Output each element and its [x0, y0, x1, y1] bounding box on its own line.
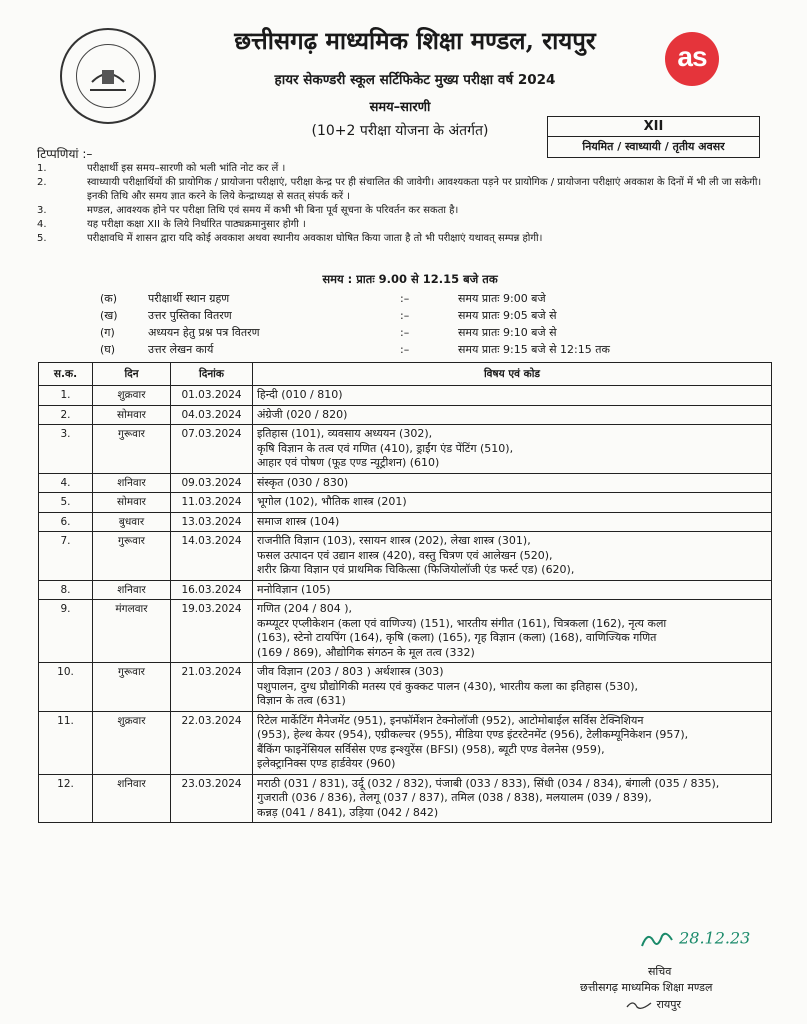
- note-text: स्वाध्यायी परीक्षार्थियों की प्रायोगिक / प्रायोजना परीक्षाएं, परीक्षा केन्द्र पर ही संचालित की जावेगी। आवश्यकता पड़ने पर प्रायोगिक / प्रायोजना परीक्षाएं अवकाश के दिनों में भी ली जा सकेगी। इनकी तिथि और समय ज्ञात करने के लिये केन्द्राध्यक्ष से सतत् संपर्क करें ।: [87, 177, 762, 202]
- cell-date: 09.03.2024: [171, 473, 253, 493]
- cell-date: 23.03.2024: [171, 774, 253, 823]
- table-row: [39, 405, 772, 425]
- cell-date: 07.03.2024: [171, 425, 253, 474]
- cell-subjects: [253, 493, 772, 513]
- procedure-step: [100, 290, 700, 307]
- step-key: (ग): [100, 326, 115, 339]
- cell-serial: 6.: [39, 512, 93, 532]
- step-time: समय प्रातः 9:05 बजे से: [458, 309, 557, 322]
- cell-date: 19.03.2024: [171, 600, 253, 663]
- cell-day: गुरूवार: [93, 532, 171, 581]
- cell-day: शनिवार: [93, 580, 171, 600]
- handwritten-signature: [640, 928, 750, 950]
- cell-subjects: [253, 425, 772, 474]
- subject-line: मनोविज्ञान (105): [257, 582, 331, 596]
- cell-subjects: [253, 580, 772, 600]
- cell-day: सोमवार: [93, 493, 171, 513]
- subject-line: बैंकिंग फाइनेंसियल सर्विसेस एण्ड इन्श्युरेंस (BFSI) (958), ब्यूटी एण्ड वेलनेस (959),: [257, 742, 605, 756]
- board-name: छत्तीसगढ़ माध्यमिक शिक्षा मण्डल, रायपुर: [234, 26, 596, 55]
- board-seal-emblem: [60, 28, 156, 124]
- cell-serial: 4.: [39, 473, 93, 493]
- cell-serial: 9.: [39, 600, 93, 663]
- cell-serial: 10.: [39, 663, 93, 712]
- cell-date: 13.03.2024: [171, 512, 253, 532]
- cell-subjects: [253, 774, 772, 823]
- exam-schedule-table: [38, 362, 772, 823]
- cell-date: 11.03.2024: [171, 493, 253, 513]
- subject-line: अंग्रेजी (020 / 820): [257, 407, 348, 421]
- note-text: परीक्षार्थी इस समय–सारणी को भली भांति नोट कर लें ।: [87, 163, 286, 174]
- cell-date: 22.03.2024: [171, 711, 253, 774]
- cell-subjects: [253, 600, 772, 663]
- note-text: परीक्षावधि में शासन द्वारा यदि कोई अवकाश अथवा स्थानीय अवकाश घोषित किया जाता है तो भी परीक्षाएं यथावत् सम्पन्न होगी।: [87, 233, 543, 244]
- cell-subjects: [253, 532, 772, 581]
- step-separator: :–: [400, 309, 410, 322]
- cell-serial: 8.: [39, 580, 93, 600]
- cell-day: बुधवार: [93, 512, 171, 532]
- step-separator: :–: [400, 326, 410, 339]
- as-logo-icon: as: [665, 32, 719, 86]
- step-separator: :–: [400, 292, 410, 305]
- exam-time-headline: समय : प्रातः 9.00 से 12.15 बजे तक: [322, 272, 498, 286]
- subject-line: (163), स्टेनो टायपिंग (164), कृषि (कला) (165), गृह विज्ञान (कला) (168), वाणिज्यिक गणित: [257, 631, 657, 644]
- cell-day: शुक्रवार: [93, 386, 171, 406]
- note-item: [37, 232, 772, 246]
- table-row: [39, 425, 772, 474]
- note-number: 3.: [37, 205, 47, 216]
- cell-date: 14.03.2024: [171, 532, 253, 581]
- subject-line: रिटेल मार्केटिंग मैनेजमेंट (951), इनफॉर्मेशन टेक्नोलॉजी (952), आटोमोबाईल सर्विस टेक्निशियन: [257, 713, 644, 727]
- signature-date: 28.12.23: [679, 928, 751, 948]
- cell-day: शुक्रवार: [93, 711, 171, 774]
- note-number: 4.: [37, 219, 47, 230]
- timetable-title: समय–सारणी: [369, 100, 431, 115]
- cell-day: शनिवार: [93, 473, 171, 493]
- subject-line: कृषि विज्ञान के तत्व एवं गणित (410), ड्राईंग एंड पेंटिंग (510),: [257, 441, 514, 455]
- note-item: [37, 204, 772, 218]
- class-label: XII: [548, 117, 759, 137]
- cell-subjects: [253, 386, 772, 406]
- cell-day: शनिवार: [93, 774, 171, 823]
- cell-day: गुरूवार: [93, 425, 171, 474]
- subject-line: (953), हेल्थ केयर (954), एग्रीकल्चर (955), मीडिया एण्ड इंटरटेनमेंट (956), टेलीकम्यूनिकेशन (957),: [257, 728, 689, 741]
- table-row: [39, 711, 772, 774]
- procedure-step: [100, 324, 700, 341]
- cell-subjects: [253, 711, 772, 774]
- table-row: [39, 512, 772, 532]
- subject-line: कन्नड़ (041 / 841), उड़िया (042 / 842): [257, 805, 439, 819]
- header-serial: स.क.: [39, 363, 93, 386]
- cell-subjects: [253, 405, 772, 425]
- cell-day: सोमवार: [93, 405, 171, 425]
- note-number: 2.: [37, 177, 47, 188]
- procedure-step: [100, 341, 700, 358]
- notes-heading: टिप्पणियां :–: [37, 147, 93, 161]
- step-label: परीक्षार्थी स्थान ग्रहण: [148, 292, 230, 305]
- table-row: [39, 663, 772, 712]
- procedure-step: [100, 307, 700, 324]
- cell-subjects: [253, 473, 772, 493]
- cell-serial: 5.: [39, 493, 93, 513]
- subject-line: समाज शास्त्र (104): [257, 514, 340, 528]
- subject-line: कम्प्यूटर एप्लीकेशन (कला एवं वाणिज्य) (151), भारतीय संगीत (161), चित्रकला (162), नृत्य कला: [257, 616, 667, 630]
- step-key: (क): [100, 292, 118, 305]
- note-text: यह परीक्षा कक्षा XII के लिये निर्धारित पाठ्यक्रमानुसार होगी ।: [87, 219, 306, 230]
- note-item: [37, 162, 772, 176]
- secretary-place: [625, 997, 681, 1012]
- exam-scheme: (10+2 परीक्षा योजना के अंतर्गत): [311, 123, 489, 139]
- subject-line: (169 / 869), औद्योगिक संगठन के मूल तत्व (332): [257, 645, 475, 659]
- table-row: [39, 493, 772, 513]
- exam-title: हायर सेकण्डरी स्कूल सर्टिफिकेट मुख्य परीक्षा वर्ष 2024: [274, 72, 556, 88]
- subject-line: मराठी (031 / 831), उर्दू (032 / 832), पंजाबी (033 / 833), सिंधी (034 / 834), बंगाली (035 / 835),: [257, 776, 720, 790]
- table-row: [39, 532, 772, 581]
- table-header-row: [39, 363, 772, 386]
- cell-serial: 7.: [39, 532, 93, 581]
- step-label: अध्ययन हेतु प्रश्न पत्र वितरण: [148, 326, 260, 339]
- step-label: उत्तर पुस्तिका वितरण: [148, 309, 232, 322]
- subject-line: शरीर क्रिया विज्ञान एवं प्राथमिक चिकित्सा (फिजियोलॉजी एंड फर्स्ट एड) (620),: [257, 563, 575, 576]
- secretary-board: छत्तीसगढ़ माध्यमिक शिक्षा मण्डल: [580, 981, 713, 994]
- note-item: [37, 176, 772, 204]
- cell-day: गुरूवार: [93, 663, 171, 712]
- subject-line: इलेक्ट्रानिक्स एण्ड हार्डवेयर (960): [257, 757, 396, 770]
- subject-line: हिन्दी (010 / 810): [257, 388, 343, 401]
- subject-line: आहार एवं पोषण (फूड एण्ड न्यूट्रीशन) (610): [257, 456, 440, 469]
- subject-line: संस्कृत (030 / 830): [257, 475, 349, 489]
- cell-serial: 3.: [39, 425, 93, 474]
- cell-subjects: [253, 512, 772, 532]
- subject-line: गुजराती (036 / 836), तेलगू (037 / 837), तमिल (038 / 838), मलयालम (039 / 839),: [257, 791, 652, 804]
- subject-line: विज्ञान के तत्व (631): [257, 694, 346, 707]
- table-row: [39, 386, 772, 406]
- subject-line: पशुपालन, दुग्ध प्रौद्योगिकी मतस्य एवं कुक्कट पालन (430), भारतीय कला का इतिहास (530),: [257, 679, 638, 693]
- step-time: समय प्रातः 9:00 बजे: [458, 292, 546, 305]
- note-number: 1.: [37, 163, 47, 174]
- cell-serial: 2.: [39, 405, 93, 425]
- cell-date: 16.03.2024: [171, 580, 253, 600]
- table-row: [39, 580, 772, 600]
- step-key: (ख): [100, 309, 118, 322]
- header-date: दिनांक: [171, 363, 253, 386]
- table-row: [39, 473, 772, 493]
- step-key: (घ): [100, 343, 116, 356]
- table-row: [39, 774, 772, 823]
- cell-serial: 12.: [39, 774, 93, 823]
- header-day: दिन: [93, 363, 171, 386]
- cell-date: 21.03.2024: [171, 663, 253, 712]
- class-info-box: [547, 116, 760, 158]
- cell-day: मंगलवार: [93, 600, 171, 663]
- candidate-types: नियमित / स्वाध्यायी / तृतीय अवसर: [582, 140, 725, 153]
- cell-date: 04.03.2024: [171, 405, 253, 425]
- notes-list: [37, 162, 772, 246]
- cell-subjects: [253, 663, 772, 712]
- table-row: [39, 600, 772, 663]
- cell-date: 01.03.2024: [171, 386, 253, 406]
- schedule-body: [39, 386, 772, 823]
- subject-line: फसल उत्पादन एवं उद्यान शास्त्र (420), वस्तु चित्रण एवं आलेखन (520),: [257, 548, 553, 562]
- secretary-designation: सचिव: [648, 965, 672, 978]
- step-time: समय प्रातः 9:10 बजे से: [458, 326, 557, 339]
- note-item: [37, 218, 772, 232]
- exam-procedure-list: [100, 290, 700, 358]
- subject-line: इतिहास (101), व्यवसाय अध्ययन (302),: [257, 427, 433, 440]
- cell-serial: 11.: [39, 711, 93, 774]
- place-name: रायपुर: [656, 998, 681, 1011]
- cell-serial: 1.: [39, 386, 93, 406]
- note-text: मण्डल, आवश्यक होने पर परीक्षा तिथि एवं समय में कभी भी बिना पूर्व सूचना के परिवर्तन कर सकता है।: [87, 205, 459, 216]
- subject-line: गणित (204 / 804 ),: [257, 602, 353, 615]
- subject-line: राजनीति विज्ञान (103), रसायन शास्त्र (202), लेखा शास्त्र (301),: [257, 534, 531, 547]
- subject-line: भूगोल (102), भौतिक शास्त्र (201): [257, 495, 407, 508]
- step-time: समय प्रातः 9:15 बजे से 12:15 तक: [458, 343, 610, 356]
- step-separator: :–: [400, 343, 410, 356]
- note-number: 5.: [37, 233, 47, 244]
- header-subject: विषय एवं कोड: [253, 363, 772, 386]
- subject-line: जीव विज्ञान (203 / 803 ) अर्थशास्त्र (303): [257, 665, 444, 678]
- step-label: उत्तर लेखन कार्य: [148, 343, 214, 356]
